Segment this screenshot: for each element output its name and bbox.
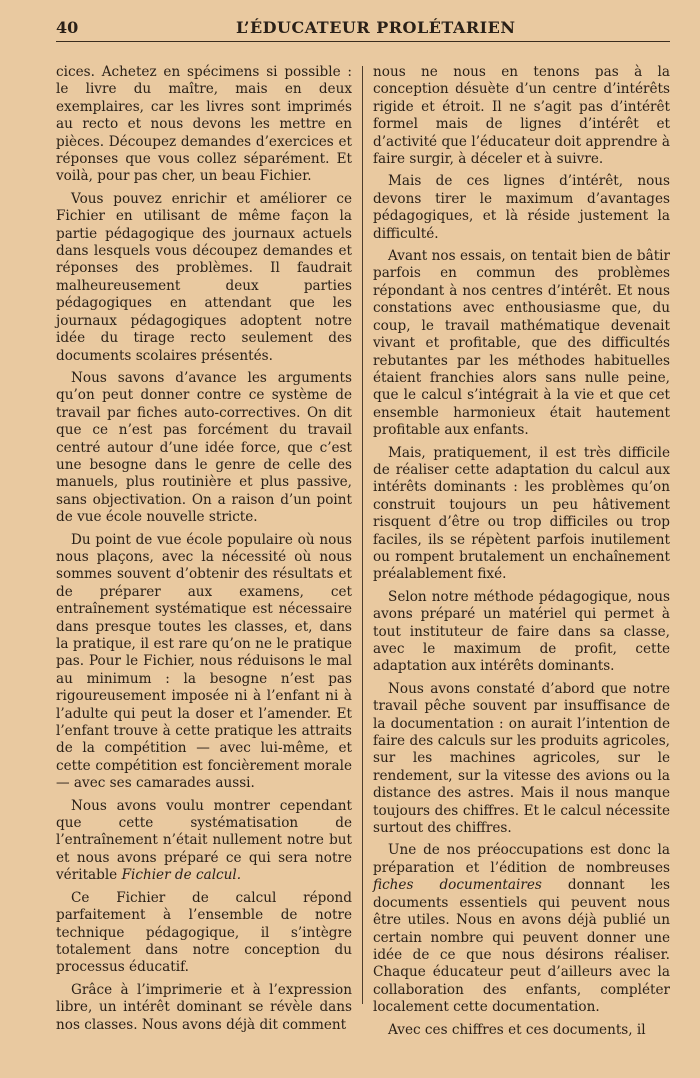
italic-term: Fichier de calcul. bbox=[121, 867, 242, 884]
paragraph: Avec ces chiffres et ces documents, il bbox=[388, 1021, 646, 1038]
italic-term: fiches documentaires bbox=[373, 877, 542, 894]
paragraph: Mais de ces lignes d’intérêt, nous devons tirer le maximum d’avantages pédagogiques, et là réside justement la difficulté. bbox=[373, 173, 670, 242]
right-column bbox=[373, 64, 670, 1044]
paragraph: Mais, pratiquement, il est très difficile de réaliser cette adaptation du calcul aux intérêts dominants : les problèmes qu’on construit toujours un peu hâtivement risquent d’être ou trop difficiles ou trop faciles, ils se répètent parfois inutilement ou rompent brutalement un enchaînement préalablement fixé. bbox=[373, 444, 670, 583]
paragraph: cices. Achetez en spécimens si possible : le livre du maître, mais en deux exemplaires, car les livres sont imprimés au recto et nous devons les mettre en pièces. Découpez demandes d’exercices et réponses que vous collez séparément. Et voilà, pour pas cher, un beau Fichier. bbox=[56, 64, 352, 185]
paragraph: Ce Fichier de calcul répond parfaitement à l’ensemble de notre technique pédagogique, il s’intègre totalement dans notre conception du processus éducatif. bbox=[56, 889, 352, 976]
paragraph: Vous pouvez enrichir et améliorer ce Fichier en utilisant de même façon la partie pédagogique des journaux actuels dans lesquels vous découpez demandes et réponses des problèmes. Il faudrait malheureusement deux parties pédagogiques en attendant que les journaux pédagogiques adoptent notre idée du tirage recto seulement des documents scolaires présentés. bbox=[56, 190, 352, 364]
paragraph: Nous avons constaté d’abord que notre travail pêche souvent par insuffisance de la documentation : on aurait l’intention de faire des calculs sur les produits agricoles, sur les machines agricoles, sur le rendement, sur la vitesse des avions ou la distance des astres. Mais il nous manque toujours des chiffres. Et le calcul nécessite surtout des chiffres. bbox=[373, 680, 670, 837]
journal-title: L’ÉDUCATEUR PROLÉTARIEN bbox=[236, 18, 516, 37]
paragraph bbox=[56, 798, 352, 885]
paragraph-text: Une de nos préoccupations est donc la préparation et l’édition de nombreuses bbox=[373, 842, 670, 876]
paragraph: nous ne nous en tenons pas à la conception désuète d’un centre d’intérêts rigide et étroit. Il ne s’agit pas d’intérêt formel mais de lignes d’intérêt et d’activité que l’éducateur doit apprendre à faire surgir, à déceler et à suivre. bbox=[373, 64, 670, 168]
paragraph: Avant nos essais, on tentait bien de bâtir parfois en commun des problèmes répondant à nos centres d’intérêt. Et nous constations avec enthousiasme que, du coup, le travail mathématique devenait vivant et profitable, que des difficultés rebutantes par les méthodes habituelles étaient franchies alors sans nulle peine, que le calcul s’intégrait à la vie et que cet ensemble harmonieux était hautement profitable aux enfants. bbox=[373, 248, 670, 439]
left-column bbox=[56, 64, 352, 1039]
page-number: 40 bbox=[56, 18, 79, 37]
paragraph-text: Nous avons voulu montrer cependant que cette systématisation de l’entraînement n’était nullement notre but et nous avons préparé ce qui sera notre véritable bbox=[56, 797, 352, 884]
header-rule bbox=[56, 41, 670, 42]
column-divider bbox=[362, 66, 363, 1004]
paragraph: Selon notre méthode pédagogique, nous avons préparé un matériel qui permet à tout instituteur de faire dans sa classe, avec le maximum de profit, cette adaptation aux intérêts dominants. bbox=[373, 588, 670, 675]
paragraph: Du point de vue école populaire où nous nous plaçons, avec la nécessité où nous sommes souvent d’obtenir des résultats et de préparer aux examens, cet entraînement systématique est nécessaire dans presque toutes les classes, et, dans la pratique, il est rare qu’on ne le pratique pas. Pour le Fichier, nous réduisons le mal au minimum : la besogne n’est pas rigoureusement imposée ni à l’enfant ni à l’adulte qui peut la doser et l’amender. Et l’enfant trouve à cette pratique les attraits de la compétition — avec lui-même, et cette compétition est foncièrement morale — avec ses camarades aussi. bbox=[56, 531, 352, 792]
paragraph-text: donnant les documents essentiels qui peuvent nous être utiles. Nous en avons déjà publié un certain nombre qui peuvent donner une idée de ce que nous désirons réaliser. Chaque éducateur peut d’ailleurs avec la collaboration des enfants, compléter localement cette documentation. bbox=[373, 877, 670, 1016]
paragraph: Nous savons d’avance les arguments qu’on peut donner contre ce système de travail par fiches auto-correctives. On dit que ce n’est pas forcément du travail centré autour d’une idée force, que c’est une besogne dans le genre de celle des manuels, plus routinière et plus passive, sans objectivation. On a raison d’un point de vue école nouvelle stricte. bbox=[56, 369, 352, 526]
paragraph bbox=[373, 842, 670, 1016]
paragraph: Grâce à l’imprimerie et à l’expression libre, un intérêt dominant se révèle dans nos classes. Nous avons déjà dit comment bbox=[56, 981, 352, 1033]
page-header bbox=[56, 14, 670, 42]
